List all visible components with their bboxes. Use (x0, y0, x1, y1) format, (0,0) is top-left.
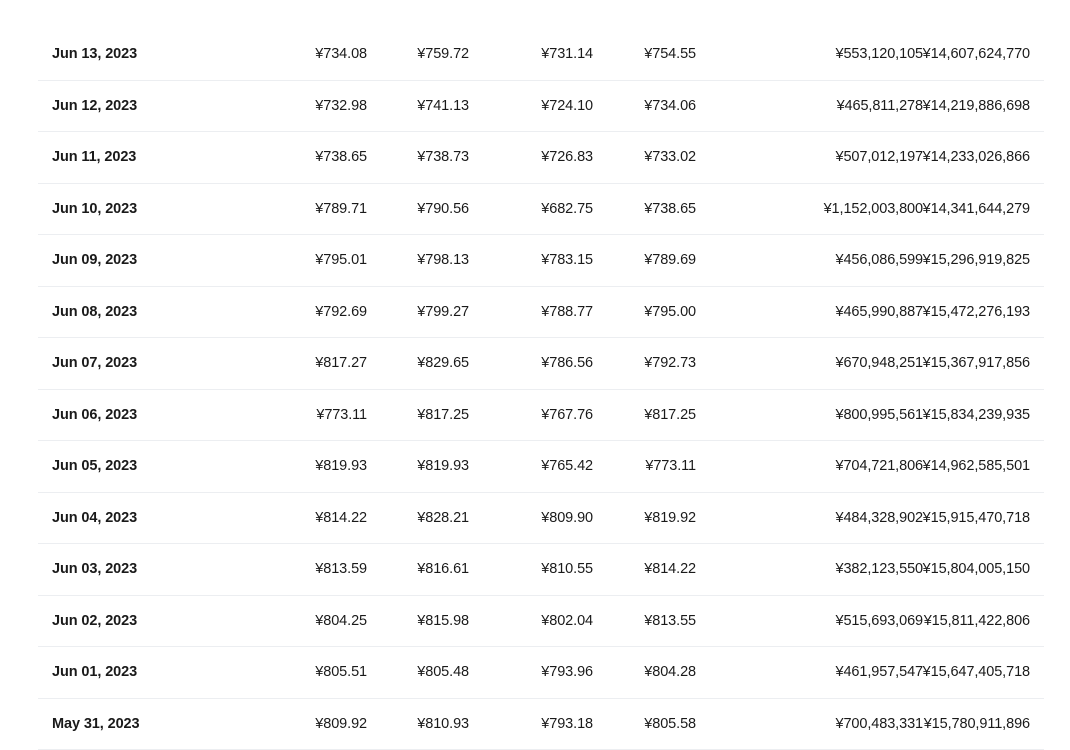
high-cell: ¥805.48 (417, 664, 469, 680)
table-row (38, 493, 1044, 545)
close-cell: ¥804.28 (644, 664, 696, 680)
date-cell: Jun 05, 2023 (52, 458, 137, 474)
market-cap-cell: ¥14,607,624,770 (923, 46, 1030, 62)
table-row (38, 287, 1044, 339)
low-cell: ¥810.55 (541, 561, 593, 577)
open-cell: ¥805.51 (315, 664, 367, 680)
market-cap-cell: ¥15,780,911,896 (924, 716, 1030, 732)
table-row (38, 338, 1044, 390)
volume-cell: ¥382,123,550 (836, 561, 924, 577)
close-cell: ¥792.73 (644, 355, 696, 371)
open-cell: ¥813.59 (315, 561, 367, 577)
low-cell: ¥726.83 (541, 149, 593, 165)
date-cell: Jun 13, 2023 (52, 46, 137, 62)
low-cell: ¥786.56 (541, 355, 593, 371)
market-cap-cell: ¥14,233,026,866 (923, 149, 1030, 165)
volume-cell: ¥465,811,278 (837, 98, 923, 114)
close-cell: ¥819.92 (644, 510, 696, 526)
market-cap-cell: ¥15,296,919,825 (923, 252, 1030, 268)
low-cell: ¥793.18 (541, 716, 593, 732)
high-cell: ¥738.73 (417, 149, 469, 165)
market-cap-cell: ¥14,962,585,501 (923, 458, 1030, 474)
low-cell: ¥731.14 (541, 46, 593, 62)
open-cell: ¥738.65 (315, 149, 367, 165)
close-cell: ¥814.22 (644, 561, 696, 577)
table-row (38, 390, 1044, 442)
volume-cell: ¥465,990,887 (836, 304, 924, 320)
high-cell: ¥741.13 (417, 98, 469, 114)
high-cell: ¥810.93 (417, 716, 469, 732)
market-cap-cell: ¥15,915,470,718 (923, 510, 1030, 526)
table-row (38, 235, 1044, 287)
high-cell: ¥817.25 (417, 407, 469, 423)
open-cell: ¥734.08 (315, 46, 367, 62)
volume-cell: ¥507,012,197 (836, 149, 924, 165)
high-cell: ¥759.72 (417, 46, 469, 62)
date-cell: Jun 11, 2023 (52, 149, 136, 165)
volume-cell: ¥1,152,003,800 (824, 201, 923, 217)
table-row (38, 544, 1044, 596)
open-cell: ¥817.27 (315, 355, 367, 371)
volume-cell: ¥704,721,806 (836, 458, 924, 474)
low-cell: ¥724.10 (541, 98, 593, 114)
open-cell: ¥792.69 (315, 304, 367, 320)
table-row (38, 132, 1044, 184)
low-cell: ¥793.96 (541, 664, 593, 680)
table-row (38, 81, 1044, 133)
date-cell: Jun 01, 2023 (52, 664, 137, 680)
close-cell: ¥805.58 (644, 716, 696, 732)
close-cell: ¥738.65 (644, 201, 696, 217)
open-cell: ¥732.98 (315, 98, 367, 114)
date-cell: May 31, 2023 (52, 716, 139, 732)
low-cell: ¥788.77 (541, 304, 593, 320)
table-row (38, 596, 1044, 648)
market-cap-cell: ¥15,811,422,806 (924, 613, 1030, 629)
market-cap-cell: ¥15,647,405,718 (923, 664, 1030, 680)
close-cell: ¥817.25 (644, 407, 696, 423)
volume-cell: ¥456,086,599 (836, 252, 924, 268)
date-cell: Jun 10, 2023 (52, 201, 137, 217)
open-cell: ¥804.25 (315, 613, 367, 629)
market-cap-cell: ¥15,472,276,193 (923, 304, 1030, 320)
table-row (38, 699, 1044, 750)
low-cell: ¥765.42 (541, 458, 593, 474)
close-cell: ¥754.55 (644, 46, 696, 62)
market-cap-cell: ¥15,834,239,935 (923, 407, 1030, 423)
volume-cell: ¥700,483,331 (836, 716, 924, 732)
low-cell: ¥809.90 (541, 510, 593, 526)
high-cell: ¥790.56 (417, 201, 469, 217)
volume-cell: ¥461,957,547 (836, 664, 924, 680)
open-cell: ¥819.93 (315, 458, 367, 474)
date-cell: Jun 07, 2023 (52, 355, 137, 371)
close-cell: ¥813.55 (644, 613, 696, 629)
date-cell: Jun 06, 2023 (52, 407, 137, 423)
date-cell: Jun 04, 2023 (52, 510, 137, 526)
low-cell: ¥783.15 (541, 252, 593, 268)
low-cell: ¥767.76 (541, 407, 593, 423)
table-row (38, 29, 1044, 81)
open-cell: ¥773.11 (316, 407, 367, 423)
date-cell: Jun 08, 2023 (52, 304, 137, 320)
high-cell: ¥819.93 (417, 458, 469, 474)
volume-cell: ¥484,328,902 (836, 510, 924, 526)
volume-cell: ¥670,948,251 (836, 355, 924, 371)
close-cell: ¥795.00 (644, 304, 696, 320)
low-cell: ¥682.75 (541, 201, 593, 217)
open-cell: ¥809.92 (315, 716, 367, 732)
high-cell: ¥816.61 (417, 561, 469, 577)
high-cell: ¥829.65 (417, 355, 469, 371)
volume-cell: ¥800,995,561 (836, 407, 924, 423)
date-cell: Jun 12, 2023 (52, 98, 137, 114)
open-cell: ¥795.01 (315, 252, 367, 268)
close-cell: ¥733.02 (644, 149, 696, 165)
market-cap-cell: ¥14,341,644,279 (923, 201, 1030, 217)
date-cell: Jun 09, 2023 (52, 252, 137, 268)
low-cell: ¥802.04 (541, 613, 593, 629)
table-row (38, 184, 1044, 236)
high-cell: ¥815.98 (417, 613, 469, 629)
table-row (38, 647, 1044, 699)
close-cell: ¥789.69 (644, 252, 696, 268)
table-row (38, 441, 1044, 493)
date-cell: Jun 03, 2023 (52, 561, 137, 577)
high-cell: ¥799.27 (417, 304, 469, 320)
high-cell: ¥828.21 (417, 510, 469, 526)
market-cap-cell: ¥15,367,917,856 (923, 355, 1030, 371)
price-history-table (38, 29, 1044, 750)
volume-cell: ¥553,120,105 (836, 46, 924, 62)
volume-cell: ¥515,693,069 (836, 613, 924, 629)
market-cap-cell: ¥15,804,005,150 (923, 561, 1030, 577)
open-cell: ¥814.22 (315, 510, 367, 526)
close-cell: ¥734.06 (644, 98, 696, 114)
close-cell: ¥773.11 (645, 458, 696, 474)
open-cell: ¥789.71 (315, 201, 367, 217)
market-cap-cell: ¥14,219,886,698 (923, 98, 1030, 114)
date-cell: Jun 02, 2023 (52, 613, 137, 629)
high-cell: ¥798.13 (417, 252, 469, 268)
